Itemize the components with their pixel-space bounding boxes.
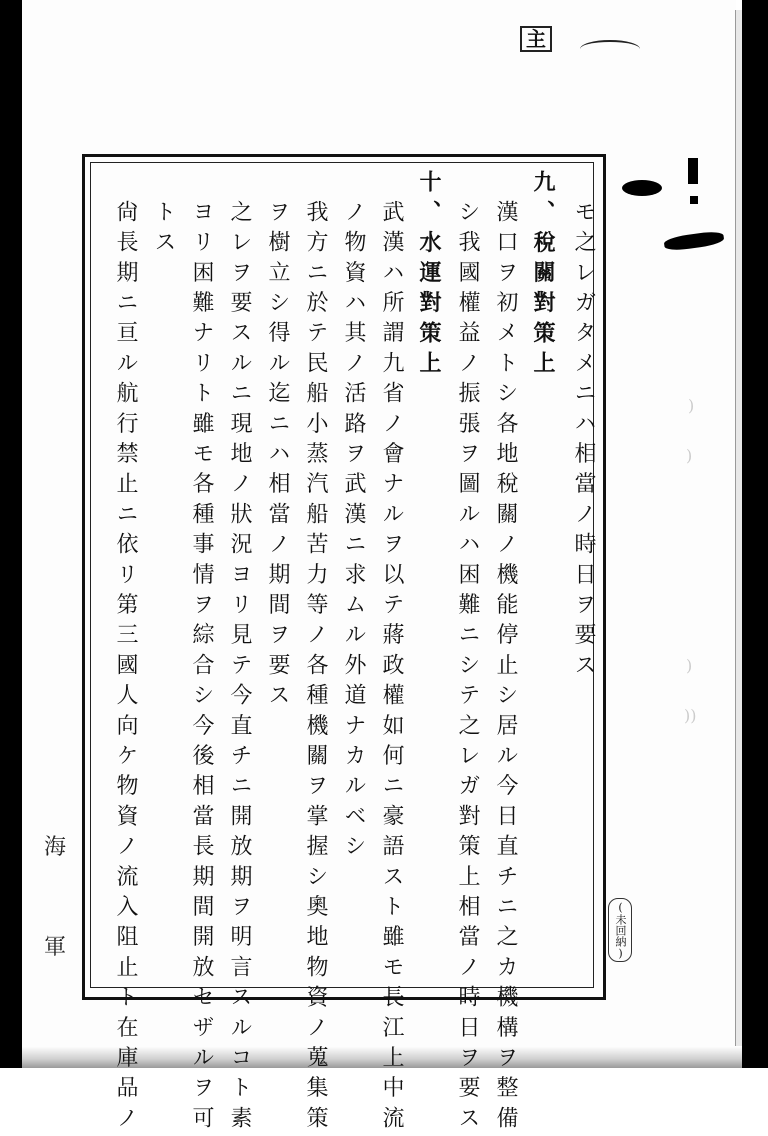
faint-mark: ) [686,446,693,465]
section-heading: 九、稅關對策上 [530,170,556,382]
text-column: モ之レガタメニハ相當ノ時日ヲ要ス [571,200,596,684]
text-column: 武漢ハ所謂九省ノ會ナルヲ以テ蔣政權如何ニ豪語スト雖モ長江上中流 [379,200,404,1136]
text-column: ヲ樹立シ得ル迄ニハ相當ノ期間ヲ要ス [265,200,290,714]
text-column: ヨリ困難ナリト雖モ各種事情ヲ綜合シ今後相當長期間開放セザルヲ可 [189,200,214,1136]
ink-mark [690,196,698,204]
page-mark: 主 [520,26,552,52]
archive-stamp: (未回納) [608,898,632,962]
text-column: ノ物資ハ其ノ活路ヲ武漢ニ求ムル外道ナカルベシ [341,200,366,865]
section-heading: 十、水運對策上 [416,170,442,382]
text-column: 之レヲ要スルニ現地ノ狀況ヨリ見テ今直チニ開放期ヲ明言スルコト素 [227,200,252,1136]
ink-mark [622,180,662,196]
text-column: シ我國權益ノ振張ヲ圖ルハ困難ニシテ之レガ對策上相當ノ時日ヲ要ス [455,200,480,1136]
ink-mark [688,158,698,184]
margin-char: 海 [44,835,67,860]
scan-edge-left [0,0,22,1068]
text-column: トス [151,200,176,261]
faint-mark: ) [688,396,695,415]
margin-char: 軍 [44,935,67,960]
scan-page-fold [735,10,742,1060]
scan-edge-right [742,0,768,1068]
text-column: 尙長期ニ亘ル航行禁止ニ依リ第三國人向ケ物資ノ流入阻止ト在庫品ノ [113,200,138,1136]
faint-mark: ) [686,656,693,675]
handwritten-stroke [580,40,640,58]
faint-mark: )) [684,706,697,725]
text-column: 我方ニ於テ民船小蒸汽船苦力等ノ各種機關ヲ掌握シ奧地物資ノ蒐集策 [303,200,328,1136]
text-column: 漢口ヲ初メトシ各地稅關ノ機能停止シ居ル今日直チニ之カ機構ヲ整備 [493,200,518,1136]
